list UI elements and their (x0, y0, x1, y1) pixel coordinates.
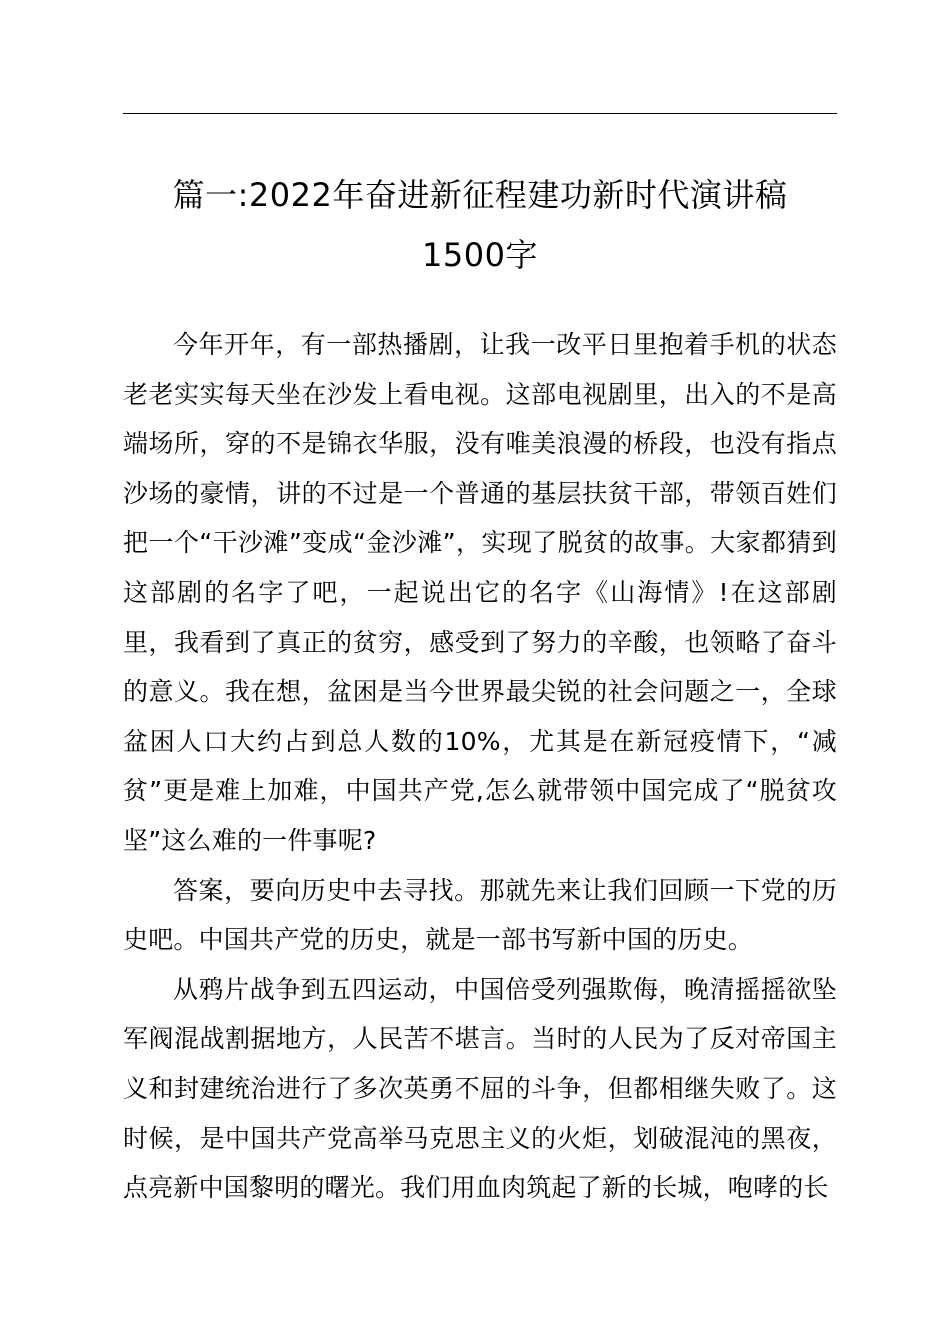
title-line-2: 1500字 (422, 236, 538, 274)
header-rule (123, 113, 837, 114)
document-body (123, 320, 837, 1213)
document-title (110, 165, 850, 285)
paragraph-2: 答案，要向历史中去寻找。那就先来让我们回顾一下党的历史吧。中国共产党的历史，就是一部书写新中国的历史。 (123, 875, 837, 955)
paragraph-1: 今年开年，有一部热播剧，让我一改平日里抱着手机的状态老老实实每天坐在沙发上看电视。这部电视剧里，出入的不是高端场所，穿的不是锦衣华服，没有唯美浪漫的桥段，也没有指点沙场的豪情，讲的不过是一个普通的基层扶贫干部，带领百姓们把一个“干沙滩”变成“金沙滩”，实现了脱贫的故事。大家都猜到这部剧的名字了吧，一起说出它的名字《山海情》!在这部剧里，我看到了真正的贫穷，感受到了努力的辛酸，也领略了奋斗的意义。我在想，盆困是当今世界最尖锐的社会问题之一，全球盆困人口大约占到总人数的10%，尤其是在新冠疫情下，“减贫”更是难上加难，中国共产党,怎么就带领中国完成了“脱贫攻坚”这么难的一件事呢? (123, 330, 837, 855)
paragraph-3: 从鸦片战争到五四运动，中国倍受列强欺侮，晚清摇摇欲坠军阀混战割据地方，人民苦不堪言。当时的人民为了反对帝国主义和封建统治进行了多次英勇不屈的斗争，但都相继失败了。这时候，是中国共产党高举马克思主义的火炬，划破混沌的黑夜，点亮新中国黎明的曙光。我们用血肉筑起了新的长城，咆哮的长 (123, 974, 837, 1203)
title-line-1: 篇一:2022年奋进新征程建功新时代演讲稿 (172, 176, 788, 214)
